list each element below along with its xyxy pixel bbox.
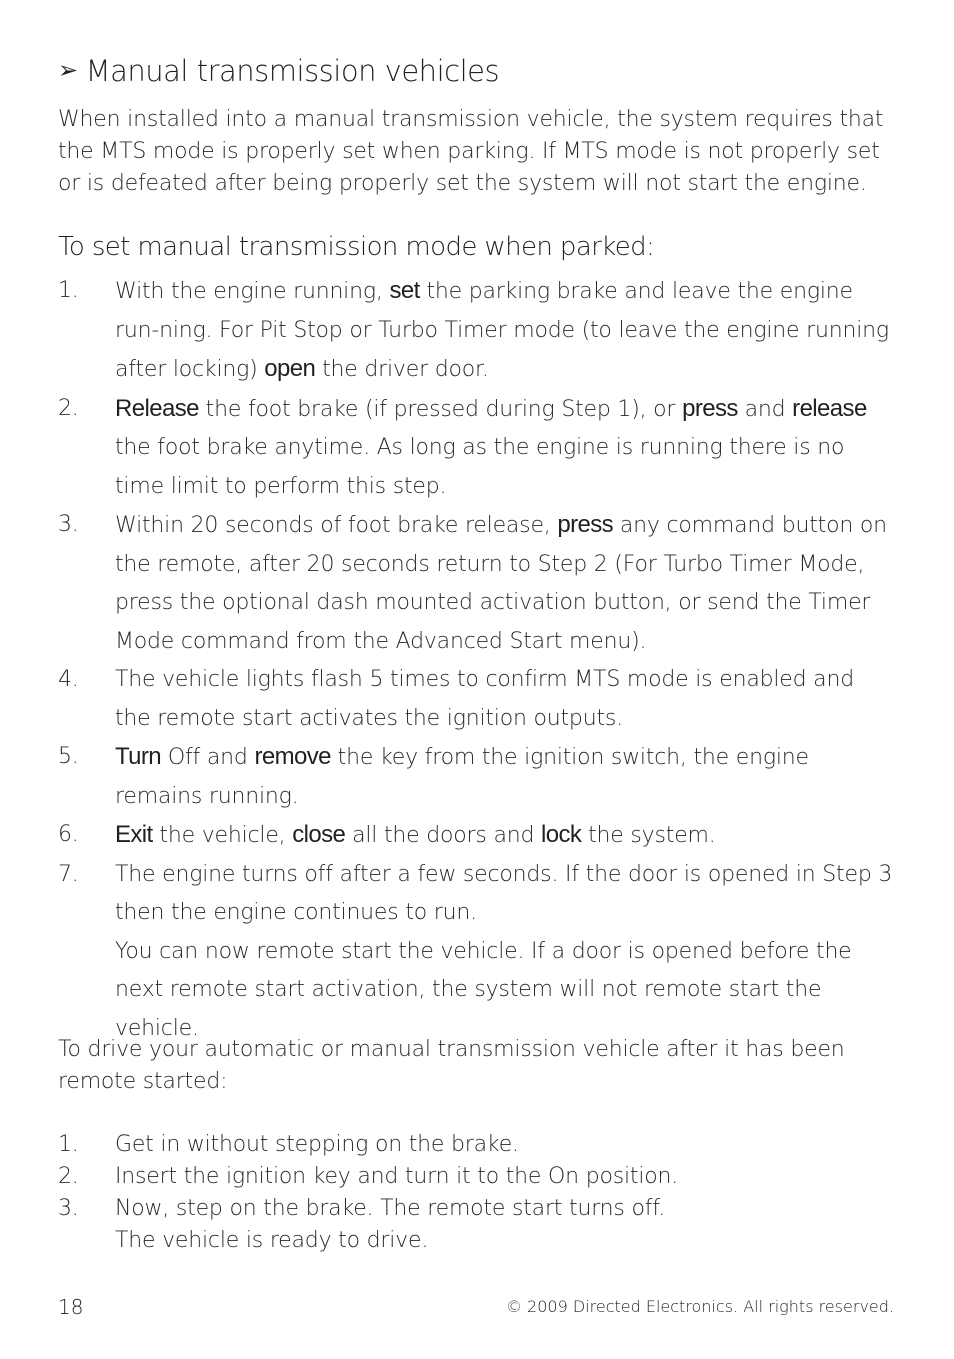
step-text bbox=[115, 1132, 519, 1157]
step-number: 6. bbox=[58, 822, 79, 847]
step-number: 4. bbox=[58, 667, 79, 692]
step-text bbox=[115, 513, 887, 654]
step-keyword: press bbox=[557, 511, 614, 538]
set-mode-subheading: To set manual transmission mode when parked: bbox=[58, 232, 655, 262]
step-text-part: Within 20 seconds of foot brake release, bbox=[115, 513, 558, 538]
step-text-part: Off and bbox=[161, 745, 255, 770]
step-number: 1. bbox=[58, 278, 79, 303]
step-text-part: any command button on the remote, after 20 seconds return to Step 2 (For Turbo Timer Mode, press the optional dash mounted activation button, or send the Timer Mode command from the Advanced Start menu). bbox=[115, 513, 887, 654]
step-text-part: Insert the ignition key and turn it to the On position. bbox=[115, 1164, 679, 1189]
step-keyword: open bbox=[264, 355, 316, 382]
set-mode-steps-list bbox=[58, 272, 894, 1048]
step-text-part: the foot brake anytime. As long as the engine is running there is no time limit to perform this step. bbox=[115, 435, 845, 499]
step-text-part: The vehicle lights flash 5 times to confirm MTS mode is enabled and the remote start activates the ignition outputs. bbox=[115, 667, 854, 731]
step-text-part: the vehicle, bbox=[152, 823, 293, 848]
step-keyword: Exit bbox=[115, 821, 153, 848]
step-text-part: and bbox=[737, 396, 793, 422]
section-heading bbox=[58, 54, 499, 88]
step-keyword: remove bbox=[254, 743, 331, 770]
step-text bbox=[115, 745, 809, 809]
step-keyword: lock bbox=[541, 821, 582, 848]
step-text bbox=[115, 394, 867, 499]
step-text-part: the key from the ignition switch, the engine remains running. bbox=[115, 745, 809, 809]
step-item bbox=[58, 816, 894, 856]
step-number: 2. bbox=[58, 1164, 79, 1189]
step-item bbox=[58, 661, 894, 738]
step-keyword: release bbox=[792, 394, 867, 422]
step-keyword: Release bbox=[115, 394, 199, 422]
page-number: 18 bbox=[58, 1295, 84, 1319]
step-number: 7. bbox=[58, 861, 79, 887]
section-title: Manual transmission vehicles bbox=[85, 54, 500, 88]
step-text-part: the parking brake and leave the engine run-ning. For Pit Stop or Turbo Timer mode (to leave the engine running after locking) bbox=[115, 279, 889, 382]
step-text-part: the system. bbox=[581, 823, 716, 848]
step-text-part: The engine turns off after a few seconds. If the door is opened in Step 3 then the engine continues to run. bbox=[115, 861, 893, 925]
drive-steps-list bbox=[58, 1129, 894, 1257]
step-text-part: With the engine running, bbox=[115, 279, 390, 304]
step-text bbox=[115, 823, 716, 848]
step-keyword: press bbox=[682, 394, 738, 422]
step-text-part: the foot brake (if pressed during Step 1), or bbox=[198, 396, 683, 422]
step-item bbox=[58, 390, 894, 507]
step-number: 3. bbox=[58, 512, 79, 537]
step-item bbox=[58, 738, 894, 816]
step-text bbox=[115, 1164, 678, 1189]
arrow-bullet-icon: ➢ bbox=[58, 56, 78, 84]
step-text bbox=[115, 862, 892, 926]
step-number: 3. bbox=[58, 1196, 79, 1221]
step-number: 1. bbox=[58, 1132, 79, 1157]
step-text-part: the driver door. bbox=[315, 357, 489, 382]
step-item bbox=[58, 1129, 894, 1161]
drive-intro-paragraph: To drive your automatic or manual transmission vehicle after it has been remote started: bbox=[58, 1037, 845, 1094]
step-item bbox=[58, 856, 894, 1049]
step-keyword: Turn bbox=[115, 743, 162, 770]
step-text bbox=[115, 279, 889, 382]
step-text-part: Get in without stepping on the brake. bbox=[115, 1132, 519, 1157]
step-note: You can now remote start the vehicle. If a door is opened before the next remote start activation, the system will not remote start the vehicle. bbox=[115, 938, 852, 1041]
step-note: The vehicle is ready to drive. bbox=[115, 1228, 429, 1253]
step-text-part: Now, step on the brake. The remote start turns off. bbox=[115, 1196, 665, 1221]
step-item bbox=[58, 272, 894, 390]
step-keyword: set bbox=[389, 277, 420, 304]
step-text bbox=[115, 667, 854, 731]
step-text bbox=[115, 1196, 665, 1221]
copyright-notice: © 2009 Directed Electronics. All rights reserved. bbox=[505, 1297, 894, 1316]
step-text-part: all the doors and bbox=[345, 823, 542, 848]
step-number: 2. bbox=[58, 395, 79, 421]
step-number: 5. bbox=[58, 744, 79, 769]
step-item bbox=[58, 1161, 894, 1193]
step-keyword: close bbox=[292, 821, 346, 848]
step-item bbox=[58, 1193, 894, 1257]
intro-paragraph: When installed into a manual transmission vehicle, the system requires that the MTS mode is properly set when parking. If MTS mode is not properly set or is defeated after being properly set the system will not start the engine. bbox=[58, 107, 884, 196]
step-item bbox=[58, 506, 894, 661]
